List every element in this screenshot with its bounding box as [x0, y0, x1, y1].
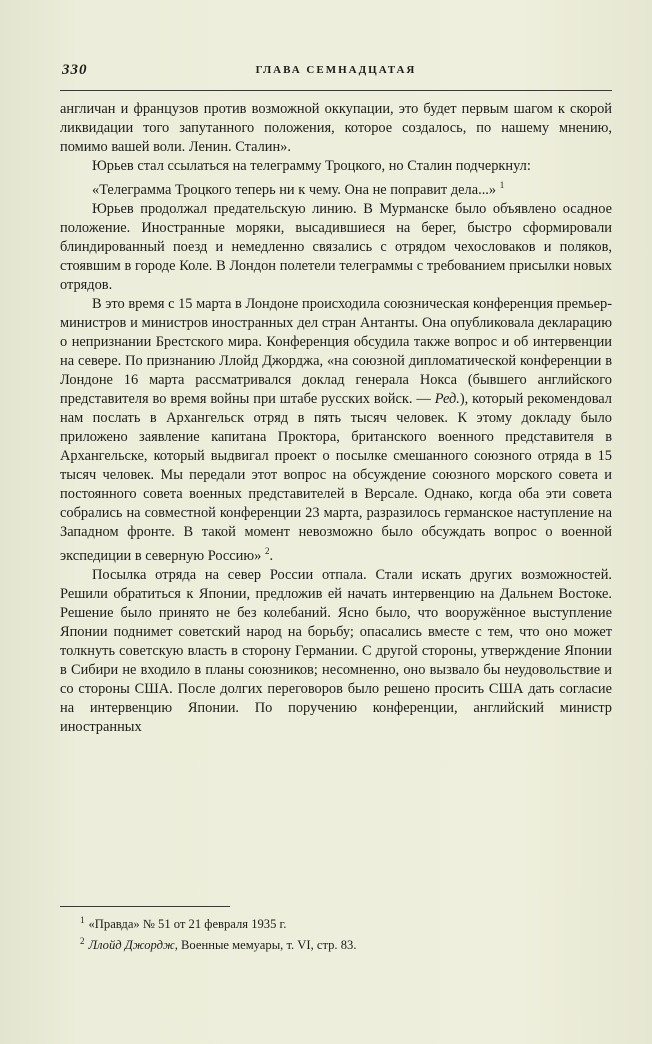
- paragraph: [60, 200, 612, 295]
- header-rule: [60, 90, 612, 91]
- footnote-ref: 1: [499, 180, 505, 190]
- page-number: 330: [62, 62, 88, 78]
- paragraph: [60, 566, 612, 737]
- footnote: [80, 933, 612, 953]
- page-header: [60, 62, 612, 84]
- paragraph-text: В это время с 15 марта в Лондоне происходила союзническая конференция премьер-министров и министров иностранных дел стран Антанты. Она опубликовала декларацию о непризнании Брестского мира. Конференция обсудила также вопрос и об интервенции на севере. По признанию Ллойд Джорджа, «на союзной дипломатической конференции в Лондоне 16 марта рассматривался доклад генерала Нокса (бывшего английского представителя во время войны при штабе русских войск. —: [60, 295, 612, 407]
- paragraph-text: англичан и французов против возможной оккупации, это будет первым шагом к скорой ликвидации того запутанного положения, которое создалось, по нашему мнению, помимо вашей воли. Ленин. Сталин».: [60, 101, 612, 155]
- running-head: ГЛАВА СЕМНАДЦАТАЯ: [255, 64, 417, 76]
- footnote-rule: [60, 906, 230, 907]
- footnote-ref: 2: [264, 545, 270, 556]
- paragraph-text: Юрьев продолжал предательскую линию. В Мурманске было объявлено осадное положение. Иностранные моряки, высадившиеся на берег, быстро сформировали блиндированный поезд и немедленно связались с отрядом чехословаков и поляков, стоявшим в городе Коле. В Лондон полетели телеграммы с требованием присылки новых отрядов.: [60, 200, 612, 293]
- footnote-author: Ллойд Джордж,: [88, 938, 178, 953]
- editor-note: Ред.: [434, 390, 460, 407]
- footnote-text: Военные мемуары, т. VI, стр. 83.: [177, 938, 357, 953]
- paragraph-text: Юрьев стал ссылаться на телеграмму Троцкого, но Сталин подчеркнул:: [92, 158, 531, 174]
- paragraph-text: «Телеграмма Троцкого теперь ни к чему. Она не поправит дела...»: [92, 181, 497, 198]
- footnotes: [60, 912, 612, 954]
- footnote-mark: 2: [80, 936, 85, 947]
- paragraph-text: Посылка отряда на север России отпала. Стали искать других возможностей. Решили обратиться к Японии, предложив ей начать интервенцию на Дальнем Востоке. Решение было принято не без колебаний. Ясно было, что вооружённое выступление Японии поднимет советский народ на борьбу; опасались вместе с тем, что оно может толкнуть советскую власть в сторону Германии. С другой стороны, утверждение Японии в Сибири не входило в планы союзников; несомненно, оно вызвало бы неудовольствие и со стороны США. После долгих переговоров было решено просить США дать согласие на интервенцию Японии. По поручению конференции, английский министр иностранных: [60, 566, 612, 735]
- paragraph: [60, 157, 612, 176]
- body-text: [60, 100, 612, 737]
- paragraph: [60, 176, 612, 200]
- footnote-text: «Правда» № 51 от 21 февраля 1935 г.: [88, 917, 287, 932]
- paragraph-text: ), который рекомендовал нам послать в Архангельск отряд в пять тысяч человек. К этому докладу было приложено заявление капитана Проктора, британского военного представителя в Архангельске, который выдвигал проект о посылке смешанного союзного отряда в 15 тысяч человек. Мы передали этот вопрос на обсуждение союзного морского совета и постоянного совета военных представителей в Версале. Однако, когда оба эти совета собрались на совместной конференции 23 марта, разразилось германское наступление на Западном фронте. В такой момент невозможно было обсуждать вопрос о военной экспедиции в северную Россию»: [60, 390, 612, 564]
- footnote: [80, 912, 612, 932]
- footnote-mark: 1: [80, 915, 85, 925]
- paragraph: В это время с 15 марта в Лондоне происходила союзническая конференция премьер-министров и министров иностранных дел стран Антанты. Она опубликовала декларацию о непризнании Брестского мира. Конференция обсудила также вопрос и об интервенции на севере. По признанию Ллойд Джорджа, «на союзной дипломатической конференции в Лондоне 16 марта рассматривался доклад генерала Нокса (бывшего английского представителя во время войны при штабе русских войск. — Ред.), который рекомендовал нам послать в Архангельск отряд в пять тысяч человек. К этому докладу было приложено заявление капитана Проктора, британского военного представителя в Архангельске, который выдвигал проект о посылке смешанного союзного отряда в 15 тысяч человек. Мы передали этот вопрос на обсуждение союзного морского совета и постоянного совета военных представителей в Версале. Однако, когда оба эти совета собрались на совместной конференции 23 марта, разразилось германское наступление на Западном фронте. В такой момент невозможно было обсуждать вопрос о военной экспедиции в северную Россию» $^2$.: [60, 295, 612, 564]
- paragraph: [60, 100, 612, 157]
